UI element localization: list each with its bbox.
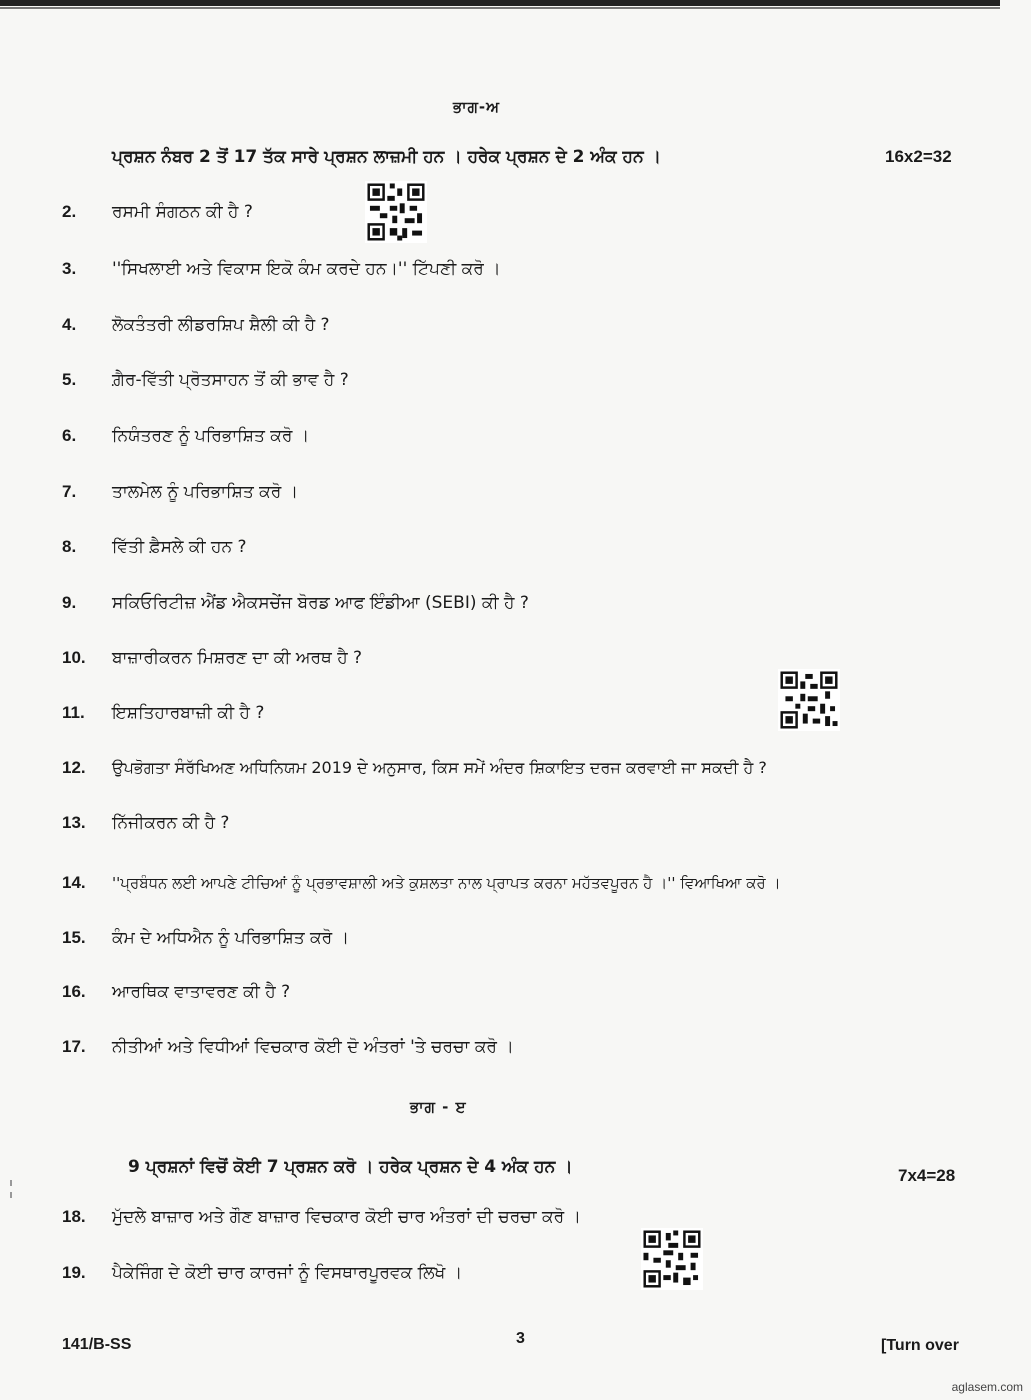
turn-over: [Turn over	[881, 1337, 959, 1354]
question-number: 19.	[62, 1263, 86, 1282]
question-number: 14.	[62, 873, 86, 892]
question-text: ਇਸ਼ਤਿਹਾਰਬਾਜ਼ੀ ਕੀ ਹੈ ?	[112, 703, 265, 723]
part-b-title: ਭਾਗ - ੲ	[410, 1098, 467, 1116]
question-number: 2.	[62, 202, 77, 221]
question-number: 11.	[62, 703, 85, 722]
question-number: 7.	[62, 482, 77, 501]
question-number: 9.	[62, 593, 77, 612]
question-number: 10.	[62, 648, 86, 667]
question-5	[62, 370, 349, 390]
question-text: ਸਕਿਓਰਿਟੀਜ਼ ਐਂਡ ਐਕਸਚੇਂਜ ਬੋਰਡ ਆਫ ਇੰਡੀਆ (SEBI) ਕੀ ਹੈ ?	[112, 593, 529, 613]
question-text: ਤਾਲਮੇਲ ਨੂੰ ਪਰਿਭਾਸ਼ਿਤ ਕਰੋ ।	[112, 482, 299, 502]
question-15	[62, 928, 349, 948]
question-text: ਆਰਥਿਕ ਵਾਤਾਵਰਣ ਕੀ ਹੈ ?	[112, 982, 291, 1002]
question-7	[62, 482, 298, 502]
question-9	[62, 593, 529, 613]
question-16	[62, 982, 290, 1002]
part-b-instruction: 9 ਪ੍ਰਸ਼ਨਾਂ ਵਿਚੋਂ ਕੋਈ 7 ਪ੍ਰਸ਼ਨ ਕਰੋ । ਹਰੇਕ ਪ੍ਰਸ਼ਨ ਦੇ 4 ਅੰਕ ਹਨ ।	[128, 1157, 573, 1177]
question-text: ਨਿਯੰਤਰਣ ਨੂੰ ਪਰਿਭਾਸ਼ਿਤ ਕਰੋ ।	[112, 426, 310, 446]
question-number: 13.	[62, 813, 86, 832]
question-text: ਨਿੱਜੀਕਰਨ ਕੀ ਹੈ ?	[112, 813, 230, 833]
question-number: 17.	[62, 1037, 86, 1056]
question-text: ਪੈਕੇਜਿੰਗ ਦੇ ਕੋਈ ਚਾਰ ਕਾਰਜਾਂ ਨੂੰ ਵਿਸਥਾਰਪੂਰਵਕ ਲਿਖੋ ।	[112, 1263, 463, 1283]
question-19	[62, 1263, 462, 1283]
question-4	[62, 315, 330, 335]
question-8	[62, 537, 247, 557]
question-number: 8.	[62, 537, 77, 556]
paper-code: 141/B-SS	[62, 1336, 132, 1353]
question-number: 18.	[62, 1207, 86, 1226]
qr-code-icon	[641, 1228, 703, 1290]
question-text: ਬਾਜ਼ਾਰੀਕਰਨ ਮਿਸ਼ਰਣ ਦਾ ਕੀ ਅਰਥ ਹੈ ?	[112, 648, 363, 668]
qr-code-icon	[778, 669, 840, 731]
question-text: ਮੁੱਦਲੇ ਬਾਜ਼ਾਰ ਅਤੇ ਗੌਣ ਬਾਜ਼ਾਰ ਵਿਚਕਾਰ ਕੋਈ ਚਾਰ ਅੰਤਰਾਂ ਦੀ ਚਰਚਾ ਕਰੋ ।	[112, 1207, 582, 1227]
question-text: ਲੋਕਤੰਤਰੀ ਲੀਡਰਸ਼ਿਪ ਸ਼ੈਲੀ ਕੀ ਹੈ ?	[112, 315, 330, 335]
question-17	[62, 1037, 514, 1057]
scan-mark	[10, 1180, 12, 1186]
question-18	[62, 1207, 581, 1227]
question-number: 15.	[62, 928, 86, 947]
question-6	[62, 426, 309, 446]
question-number: 3.	[62, 259, 77, 278]
question-12	[62, 758, 767, 778]
question-number: 6.	[62, 426, 77, 445]
question-number: 16.	[62, 982, 86, 1001]
question-number: 12.	[62, 758, 86, 777]
qr-code-icon	[365, 181, 427, 243]
part-a-title: ਭਾਗ-ਅ	[453, 98, 501, 116]
question-text: ਕੰਮ ਦੇ ਅਧਿਐਨ ਨੂੰ ਪਰਿਭਾਸ਼ਿਤ ਕਰੋ ।	[112, 928, 350, 948]
question-11	[62, 703, 264, 723]
question-13	[62, 813, 229, 833]
part-a-instruction: ਪ੍ਰਸ਼ਨ ਨੰਬਰ 2 ਤੋਂ 17 ਤੱਕ ਸਾਰੇ ਪ੍ਰਸ਼ਨ ਲਾਜ਼ਮੀ ਹਨ । ਹਰੇਕ ਪ੍ਰਸ਼ਨ ਦੇ 2 ਅੰਕ ਹਨ ।	[112, 147, 661, 167]
top-border	[0, 0, 1000, 6]
question-text: ਉਪਭੋਗਤਾ ਸੰਰੱਖਿਅਣ ਅਧਿਨਿਯਮ 2019 ਦੇ ਅਨੁਸਾਰ, ਕਿਸ ਸਮੇਂ ਅੰਦਰ ਸ਼ਿਕਾਇਤ ਦਰਜ ਕਰਵਾਈ ਜਾ ਸਕਦੀ ਹੈ ?	[112, 758, 767, 777]
question-number: 4.	[62, 315, 77, 334]
question-14	[62, 873, 781, 893]
page-number: 3	[516, 1330, 525, 1347]
question-text: ''ਪ੍ਰਬੰਧਨ ਲਈ ਆਪਣੇ ਟੀਚਿਆਂ ਨੂੰ ਪ੍ਰਭਾਵਸ਼ਾਲੀ ਅਤੇ ਕੁਸ਼ਲਤਾ ਨਾਲ ਪ੍ਰਾਪਤ ਕਰਨਾ ਮਹੱਤਵਪੂਰਨ ਹੈ ।'' ਵਿਆਖਿਆ ਕਰੋ ।	[112, 874, 781, 892]
question-text: ''ਸਿਖਲਾਈ ਅਤੇ ਵਿਕਾਸ ਇਕੋ ਕੰਮ ਕਰਦੇ ਹਨ।'' ਟਿੱਪਣੀ ਕਰੋ ।	[112, 259, 501, 279]
question-3	[62, 259, 501, 279]
question-text: ਵਿੱਤੀ ਫ਼ੈਸਲੇ ਕੀ ਹਨ ?	[112, 537, 247, 557]
question-text: ਨੀਤੀਆਂ ਅਤੇ ਵਿਧੀਆਂ ਵਿਚਕਾਰ ਕੋਈ ਦੋ ਅੰਤਰਾਂ 'ਤੇ ਚਰਚਾ ਕਰੋ ।	[112, 1037, 514, 1057]
watermark: aglasem.com	[951, 1380, 1023, 1394]
part-b-marks: 7x4=28	[898, 1166, 956, 1185]
question-2	[62, 202, 253, 222]
question-text: ਰਸਮੀ ਸੰਗਠਨ ਕੀ ਹੈ ?	[112, 202, 253, 222]
part-a-marks: 16x2=32	[885, 147, 952, 166]
top-border-thin	[0, 7, 1000, 9]
question-10	[62, 648, 362, 668]
question-number: 5.	[62, 370, 77, 389]
scan-mark	[10, 1192, 12, 1198]
question-text: ਗ਼ੈਰ-ਵਿੱਤੀ ਪ੍ਰੋਤਸਾਹਨ ਤੋਂ ਕੀ ਭਾਵ ਹੈ ?	[112, 370, 349, 390]
